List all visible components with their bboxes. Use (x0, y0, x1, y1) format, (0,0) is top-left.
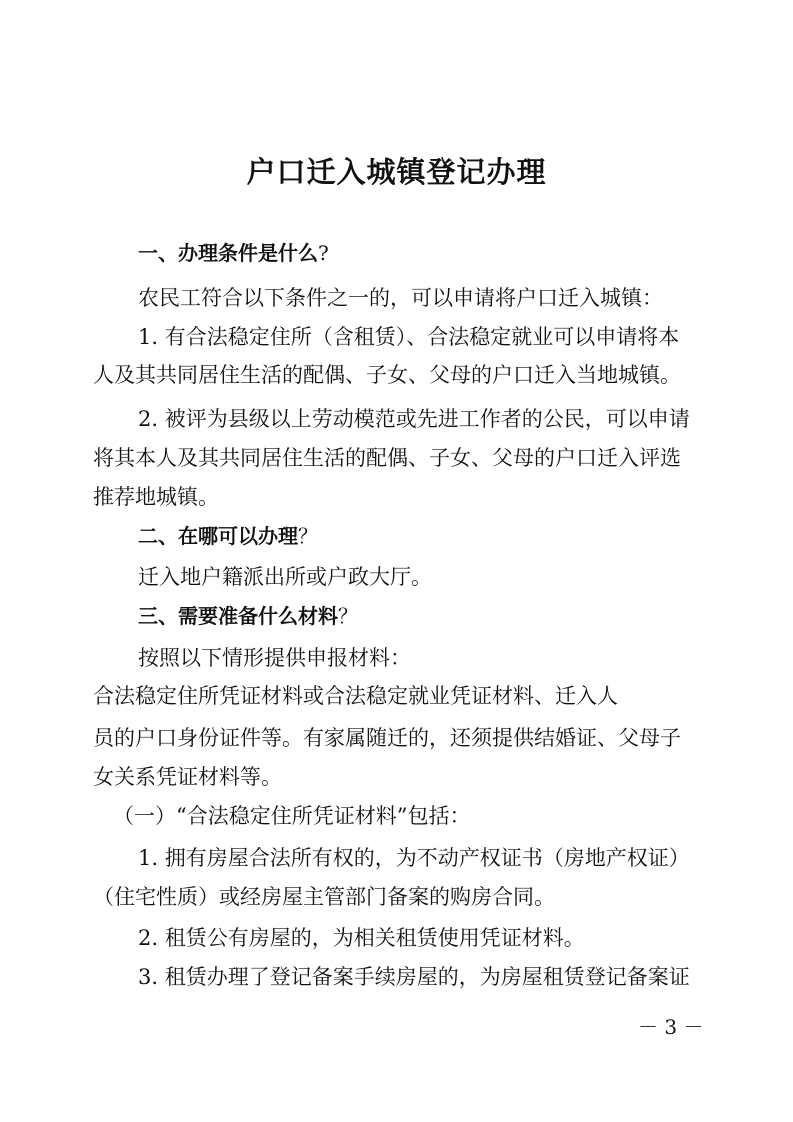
paragraph-line: 1. 有合法稳定住所（含租赁）、合法稳定就业可以申请将本 (138, 325, 680, 349)
heading-text: 一、办理条件是什么 (138, 241, 318, 265)
heading-text: 三、需要准备什么材料 (138, 604, 338, 628)
paragraph-line: 人及其共同居住生活的配偶、子女、父母的户口迁入当地城镇。 (93, 363, 681, 387)
paragraph-line: 1. 拥有房屋合法所有权的，为不动产权证书（房地产权证） (138, 846, 690, 870)
paragraph-line: 迁入地户籍派出所或户政大厅。 (138, 565, 432, 589)
heading-question-mark: ? (318, 241, 329, 265)
paragraph-line: 女关系凭证材料等。 (93, 765, 282, 789)
paragraph-line: 将其本人及其共同居住生活的配偶、子女、父母的户口迁入评选 (93, 446, 681, 470)
paragraph-line: 推荐地城镇。 (93, 485, 219, 509)
paragraph-line: 员的户口身份证件等。有家属随迁的，还须提供结婚证、父母子 (93, 726, 681, 750)
page-number: － 3 － (638, 1015, 704, 1039)
paragraph-line: 合法稳定住所凭证材料或合法稳定就业凭证材料、迁入人 (93, 684, 618, 708)
paragraph-line: （住宅性质）或经房屋主管部门备案的购房合同。 (93, 885, 555, 909)
paragraph-line: （一）“合法稳定住所凭证材料”包括： (113, 804, 471, 828)
paragraph-line: 3. 租赁办理了登记备案手续房屋的，为房屋租赁登记备案证 (138, 965, 690, 989)
page-title: 户口迁入城镇登记办理 (246, 155, 547, 189)
section-heading-conditions (138, 238, 329, 268)
paragraph-line: 2. 被评为县级以上劳动模范或先进工作者的公民，可以申请 (138, 407, 690, 431)
paragraph-line: 2. 租赁公有房屋的，为相关租赁使用凭证材料。 (138, 926, 585, 950)
section-heading-materials (138, 601, 358, 631)
section-heading-location (138, 521, 318, 551)
paragraph-line: 农民工符合以下条件之一的，可以申请将户口迁入城镇： (138, 286, 663, 310)
heading-question-mark: ？ (298, 524, 318, 548)
heading-question-mark: ？ (338, 604, 358, 628)
paragraph-line: 按照以下情形提供申报材料： (138, 646, 411, 670)
heading-text: 二、在哪可以办理 (138, 524, 298, 548)
